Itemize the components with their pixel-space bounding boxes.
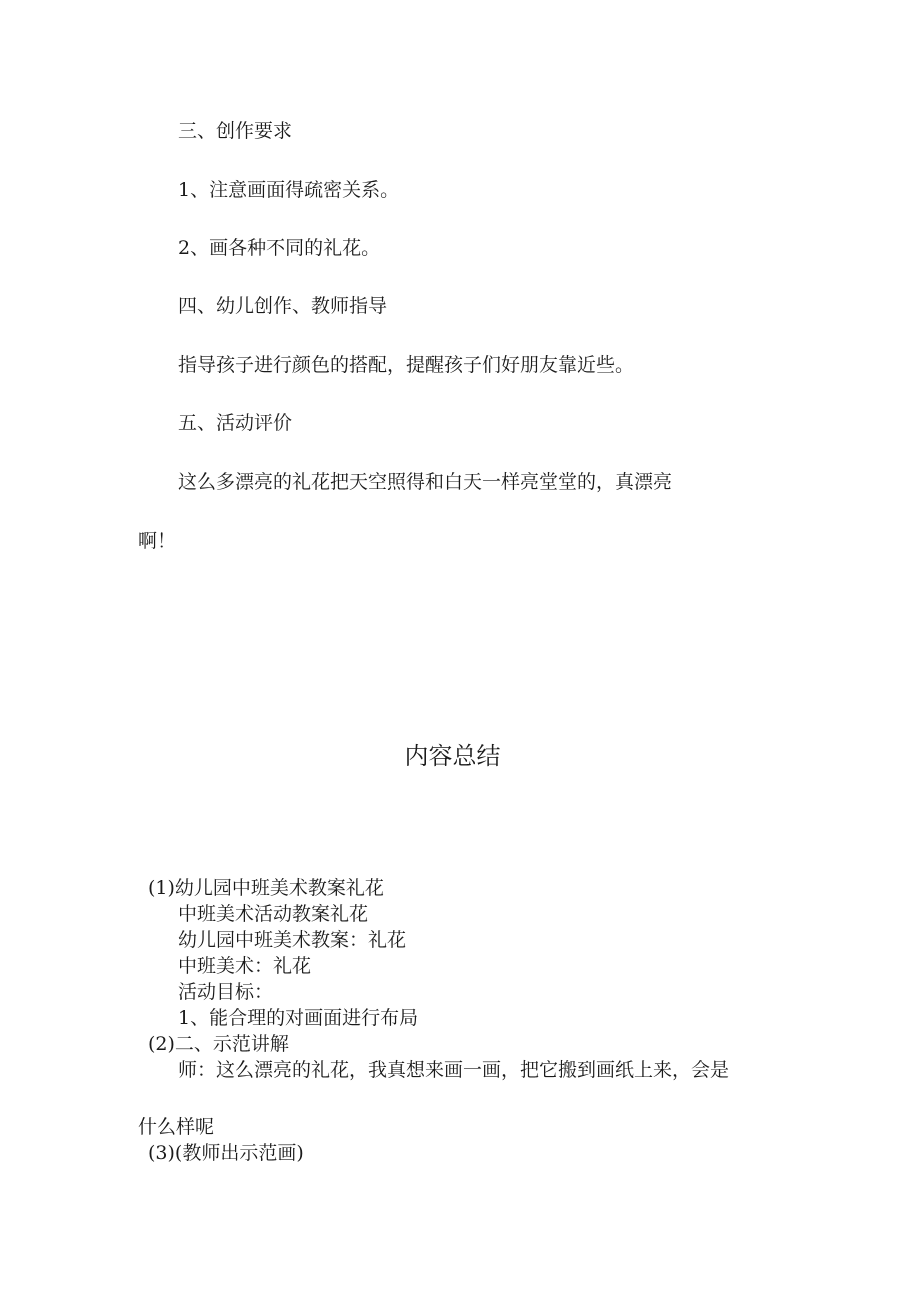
summary-line: 幼儿园中班美术教案：礼花 xyxy=(178,929,407,951)
summary-line: 师：这么漂亮的礼花，我真想来画一画，把它搬到画纸上来，会是 xyxy=(178,1059,730,1081)
evaluation-line-2: 啊！ xyxy=(138,530,177,552)
summary-line: 什么样呢 xyxy=(138,1116,215,1138)
summary-line: 1、能合理的对画面进行布局 xyxy=(178,1007,419,1029)
summary-title: 内容总结 xyxy=(404,742,501,770)
section5-heading: 五、活动评价 xyxy=(178,412,293,434)
evaluation-line-1: 这么多漂亮的礼花把天空照得和白天一样亮堂堂的，真漂亮 xyxy=(178,471,673,493)
summary-line: (1)幼儿园中班美术教案礼花 xyxy=(148,877,384,899)
section4-heading: 四、幼儿创作、教师指导 xyxy=(178,295,388,317)
guide-text: 指导孩子进行颜色的搭配，提醒孩子们好朋友靠近些。 xyxy=(178,354,635,376)
requirement-1: 1、注意画面得疏密关系。 xyxy=(178,179,400,201)
summary-line: 中班美术活动教案礼花 xyxy=(178,903,369,925)
requirement-2: 2、画各种不同的礼花。 xyxy=(178,237,381,259)
section3-heading: 三、创作要求 xyxy=(178,120,293,142)
summary-line: (2)二、示范讲解 xyxy=(148,1033,289,1055)
summary-line: 活动目标： xyxy=(178,981,274,1003)
summary-line: 中班美术：礼花 xyxy=(178,955,312,977)
summary-line: (3)(教师出示范画) xyxy=(148,1142,304,1164)
